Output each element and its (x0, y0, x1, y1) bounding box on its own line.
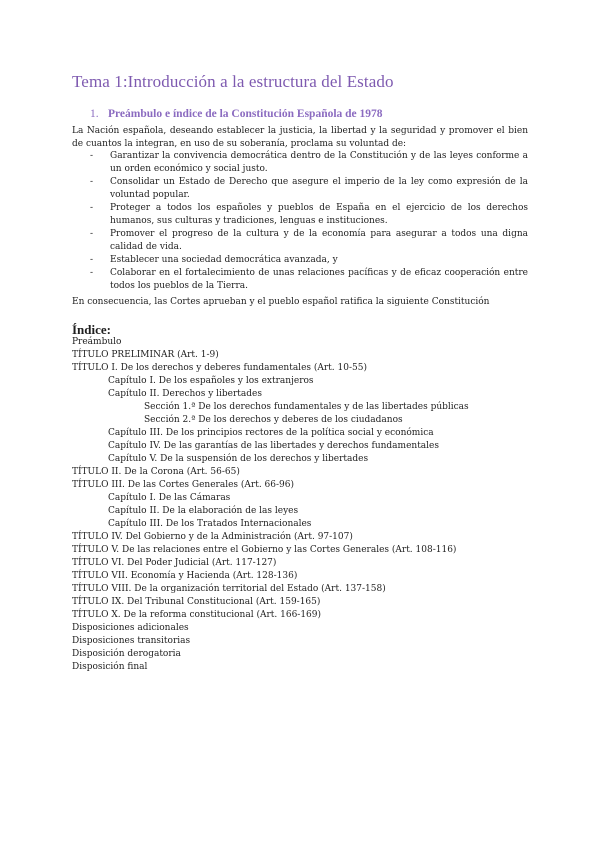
preamble-list-item-text: Garantizar la convivencia democrática dentro de la Constitución y de las leyes conforme a un orden económico y social justo. (110, 151, 528, 174)
dash-bullet-icon: - (90, 203, 94, 213)
toc-entry: Capítulo V. De la suspensión de los derechos y libertades (108, 454, 369, 464)
toc-entry: Capítulo III. De los principios rectores de la política social y económica (108, 428, 434, 438)
preamble-list-item (90, 176, 528, 202)
toc-entry: Capítulo I. De los españoles y los extranjeros (108, 376, 314, 386)
dash-bullet-icon: - (90, 255, 94, 265)
preamble-list-item (90, 254, 528, 267)
dash-bullet-icon: - (90, 229, 94, 239)
preamble-list-item-text: Proteger a todos los españoles y pueblos de España en el ejercicio de los derechos humanos, sus culturas y tradiciones, lenguas e instituciones. (110, 203, 528, 226)
preamble-list-item-text: Establecer una sociedad democrática avanzada, y (110, 255, 338, 265)
section-heading-text: Preámbulo e índice de la Constitución Española de 1978 (108, 108, 383, 120)
conclusion-paragraph: En consecuencia, las Cortes aprueban y el pueblo español ratifica la siguiente Constitución (72, 297, 490, 307)
preamble-list-item-text: Colaborar en el fortalecimiento de unas relaciones pacíficas y de eficaz cooperación entre todos los pueblos de la Tierra. (110, 268, 528, 291)
toc-entry: Sección 1.ª De los derechos fundamentales y de las libertades públicas (144, 402, 469, 412)
preamble-list-item (90, 150, 528, 176)
section-number: 1. (90, 108, 99, 120)
toc-entry: TÍTULO III. De las Cortes Generales (Art. 66-96) (72, 480, 295, 490)
toc-entry: Capítulo II. De la elaboración de las leyes (108, 506, 299, 516)
toc-entry: TÍTULO II. De la Corona (Art. 56-65) (72, 467, 240, 477)
toc-entry: TÍTULO IX. Del Tribunal Constitucional (Art. 159-165) (72, 597, 321, 607)
toc-entry: Disposición final (72, 662, 148, 672)
dash-bullet-icon: - (90, 177, 94, 187)
toc-entry: Sección 2.ª De los derechos y deberes de los ciudadanos (144, 415, 403, 425)
toc-entry: Disposición derogatoria (72, 649, 181, 659)
section-heading (90, 108, 383, 120)
intro-paragraph: La Nación española, deseando establecer la justicia, la libertad y la seguridad y promover el bien de cuantos la integran, en uso de su soberanía, proclama su voluntad de: (72, 126, 528, 149)
toc-entry: TÍTULO X. De la reforma constitucional (Art. 166-169) (72, 610, 322, 620)
preamble-list-item (90, 267, 528, 293)
table-of-contents (72, 336, 528, 674)
toc-entry: Preámbulo (72, 337, 122, 347)
toc-entry: TÍTULO VI. Del Poder Judicial (Art. 117-127) (72, 558, 277, 568)
preamble-list-item (90, 228, 528, 254)
preamble-list (90, 150, 528, 293)
dash-bullet-icon: - (90, 151, 94, 161)
toc-entry: Capítulo II. Derechos y libertades (108, 389, 262, 399)
document-title: Tema 1:Introducción a la estructura del Estado (72, 72, 394, 91)
toc-entry: Capítulo I. De las Cámaras (108, 493, 231, 503)
preamble-list-item-text: Promover el progreso de la cultura y de la economía para asegurar a todos una digna calidad de vida. (110, 229, 528, 252)
toc-entry: TÍTULO V. De las relaciones entre el Gobierno y las Cortes Generales (Art. 108-116) (72, 545, 457, 555)
toc-entry: Capítulo III. De los Tratados Internacionales (108, 519, 312, 529)
dash-bullet-icon: - (90, 268, 94, 278)
toc-entry: TÍTULO VII. Economía y Hacienda (Art. 128-136) (72, 571, 298, 581)
toc-entry: Disposiciones adicionales (72, 623, 189, 633)
toc-entry: TÍTULO IV. Del Gobierno y de la Administración (Art. 97-107) (72, 532, 353, 542)
toc-entry: TÍTULO I. De los derechos y deberes fundamentales (Art. 10-55) (72, 363, 367, 373)
toc-entry: Capítulo IV. De las garantías de las libertades y derechos fundamentales (108, 441, 440, 451)
preamble-list-item-text: Consolidar un Estado de Derecho que asegure el imperio de la ley como expresión de la voluntad popular. (110, 177, 528, 200)
index-title: Índice: (72, 322, 111, 337)
toc-entry: TÍTULO PRELIMINAR (Art. 1-9) (72, 350, 219, 360)
toc-entry: Disposiciones transitorias (72, 636, 191, 646)
toc-entry: TÍTULO VIII. De la organización territorial del Estado (Art. 137-158) (72, 584, 386, 594)
preamble-list-item (90, 202, 528, 228)
